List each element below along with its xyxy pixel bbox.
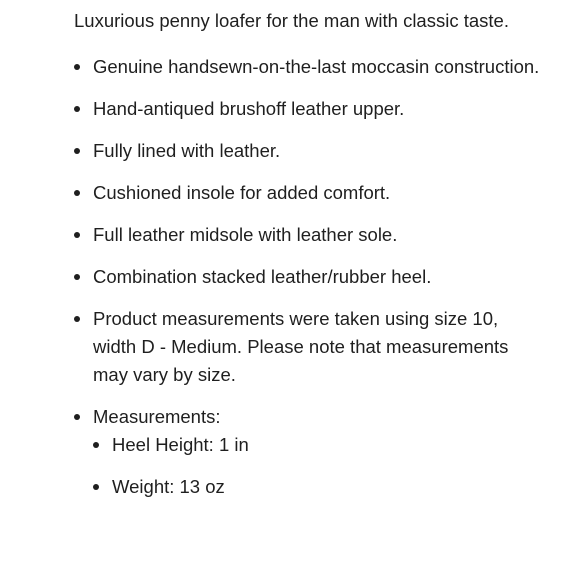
feature-item: Fully lined with leather. <box>74 137 544 165</box>
intro-text: Luxurious penny loafer for the man with classic taste. <box>74 10 509 31</box>
measurement-heel-height: Heel Height: 1 in <box>93 431 544 459</box>
feature-item: Cushioned insole for added comfort. <box>74 179 544 207</box>
measurements-item <box>74 403 544 501</box>
feature-list <box>74 53 544 501</box>
measurement-weight: Weight: 13 oz <box>93 473 544 501</box>
measurements-list <box>93 431 544 501</box>
product-description <box>74 7 544 515</box>
feature-item: Full leather midsole with leather sole. <box>74 221 544 249</box>
feature-item: Combination stacked leather/rubber heel. <box>74 263 544 291</box>
feature-item: Product measurements were taken using size 10, width D - Medium. Please note that measurements may vary by size. <box>74 305 544 389</box>
measurements-label: Measurements: <box>93 406 221 427</box>
feature-item: Hand-antiqued brushoff leather upper. <box>74 95 544 123</box>
feature-item: Genuine handsewn-on-the-last moccasin construction. <box>74 53 544 81</box>
